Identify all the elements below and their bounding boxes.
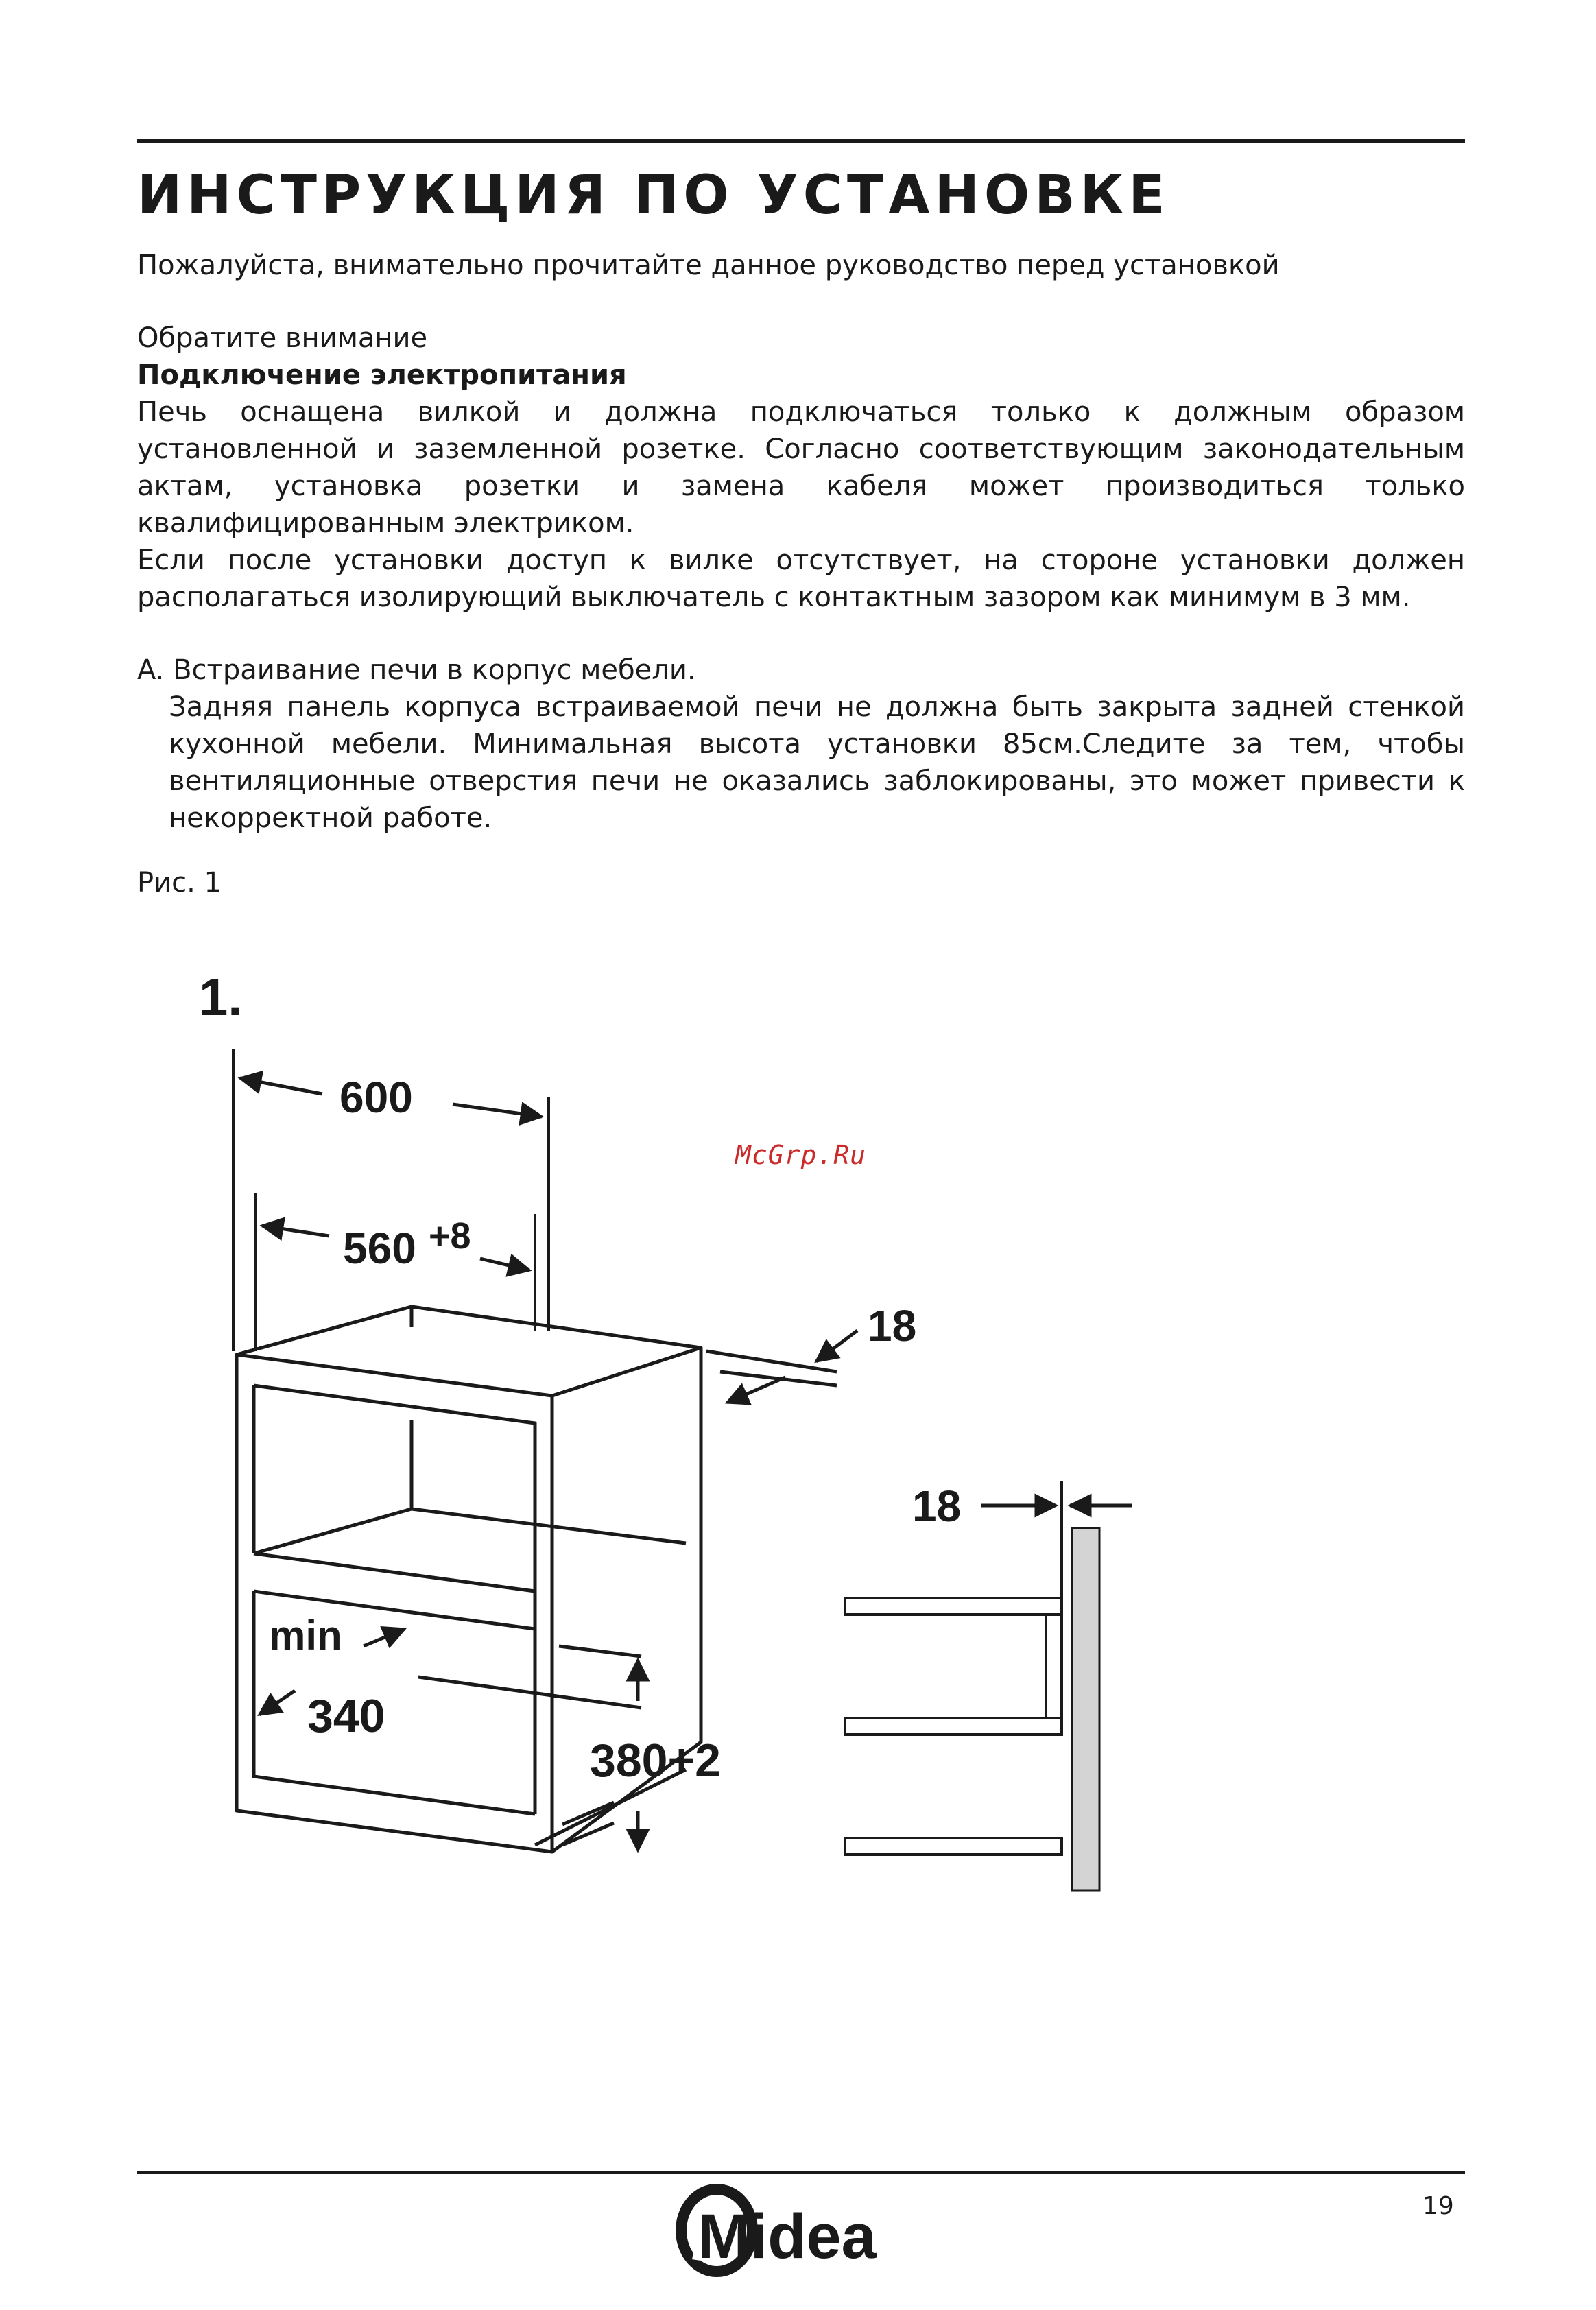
notice-paragraph-1: Печь оснащена вилкой и должна подключаться только к должным образом установленной и заземленной розетке. Согласно соответствующим законодательным актам, установка розетки и замена кабеля может производиться только квалифицированным электриком. xyxy=(137,396,1465,539)
bottom-rule xyxy=(137,2171,1465,2174)
side-wall-panel xyxy=(1072,1528,1099,1890)
dimension-340-label: 340 xyxy=(307,1690,385,1742)
section-a-body: Задняя панель корпуса встраиваемой печи не должна быть закрыта задней стенкой кухонной мебели. Минимальная высота установки 85см.Следите за тем, чтобы вентиляционные отверстия печи не оказались заблокированы, это может привести к некорректной работе. xyxy=(169,691,1465,834)
dimension-18-top-label: 18 xyxy=(868,1301,917,1350)
dimension-560-label: 560 xyxy=(343,1224,416,1273)
logo-wordmark: Midea xyxy=(698,2202,877,2272)
dimension-min-label: min xyxy=(269,1612,342,1658)
notice-label: Обратите внимание xyxy=(137,322,428,354)
notice-paragraph-2: Если после установки доступ к вилке отсутствует, на стороне установки должен располагаться изолирующий выключатель с контактным зазором как минимум в 3 мм. xyxy=(137,545,1465,613)
notice-heading: Подключение электропитания xyxy=(137,359,627,391)
side-section-shelves xyxy=(845,1598,1062,1855)
figure-number: 1. xyxy=(199,968,243,1027)
watermark: McGrp.Ru xyxy=(735,1140,867,1170)
subtitle-text: Пожалуйста, внимательно прочитайте данное руководство перед установкой xyxy=(137,250,1280,281)
dimension-380-label: 380+2 xyxy=(590,1735,721,1787)
section-a-heading: A. Встраивание печи в корпус мебели. xyxy=(137,654,696,686)
page-title: ИНСТРУКЦИЯ ПО УСТАНОВКЕ xyxy=(137,165,1170,226)
midea-logo xyxy=(669,2181,922,2284)
page-number: 19 xyxy=(1422,2192,1454,2220)
dimension-560-tolerance: +8 xyxy=(429,1215,471,1257)
dimension-18-side-label: 18 xyxy=(912,1481,962,1531)
dimension-18-top xyxy=(706,1331,857,1403)
figure-caption-text: Рис. 1 xyxy=(137,867,222,898)
dimension-600-label: 600 xyxy=(340,1073,413,1122)
